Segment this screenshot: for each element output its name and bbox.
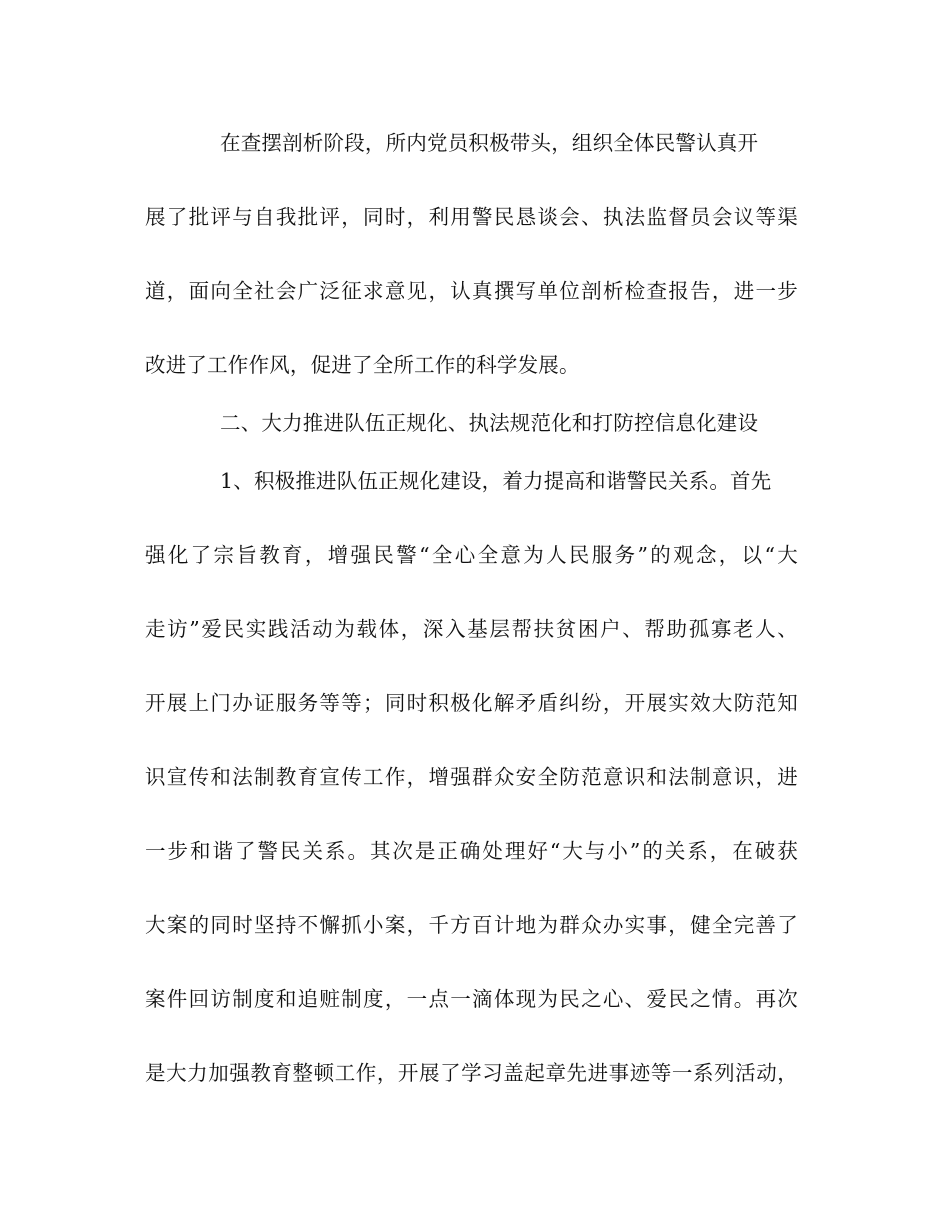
- paragraph-line: 一步和谐了警民关系。其次是正确处理好“大与小”的关系，在破获: [145, 839, 798, 863]
- paragraph-line: 识宣传和法制教育宣传工作，增强群众安全防范意识和法制意识，进: [145, 765, 798, 789]
- paragraph-line: 1、积极推进队伍正规化建设，着力提高和谐警民关系。首先: [220, 469, 772, 493]
- paragraph-line: 案件回访制度和追赃制度，一点一滴体现为民之心、爱民之情。再次: [145, 987, 798, 1011]
- section-heading: 二、大力推进队伍正规化、执法规范化和打防控信息化建设: [220, 411, 759, 435]
- paragraph-line: 强化了宗旨教育，增强民警“全心全意为人民服务”的观念，以“大: [145, 543, 798, 567]
- paragraph-line: 走访”爱民实践活动为载体，深入基层帮扶贫困户、帮助孤寡老人、: [145, 617, 798, 641]
- paragraph-line: 改进了工作作风，促进了全所工作的科学发展。: [145, 353, 580, 377]
- paragraph-line: 大案的同时坚持不懈抓小案，千方百计地为群众办实事，健全完善了: [145, 913, 798, 937]
- paragraph-line: 开展上门办证服务等等；同时积极化解矛盾纠纷，开展实效大防范知: [145, 691, 798, 715]
- paragraph-line: 道，面向全社会广泛征求意见，认真撰写单位剖析检查报告，进一步: [145, 279, 798, 303]
- paragraph-line: 在查摆剖析阶段，所内党员积极带头，组织全体民警认真开: [220, 131, 759, 155]
- paragraph-line: 展了批评与自我批评，同时，利用警民恳谈会、执法监督员会议等渠: [145, 205, 798, 229]
- paragraph-line: 是大力加强教育整顿工作，开展了学习盖起章先进事迹等一系列活动，: [145, 1061, 798, 1085]
